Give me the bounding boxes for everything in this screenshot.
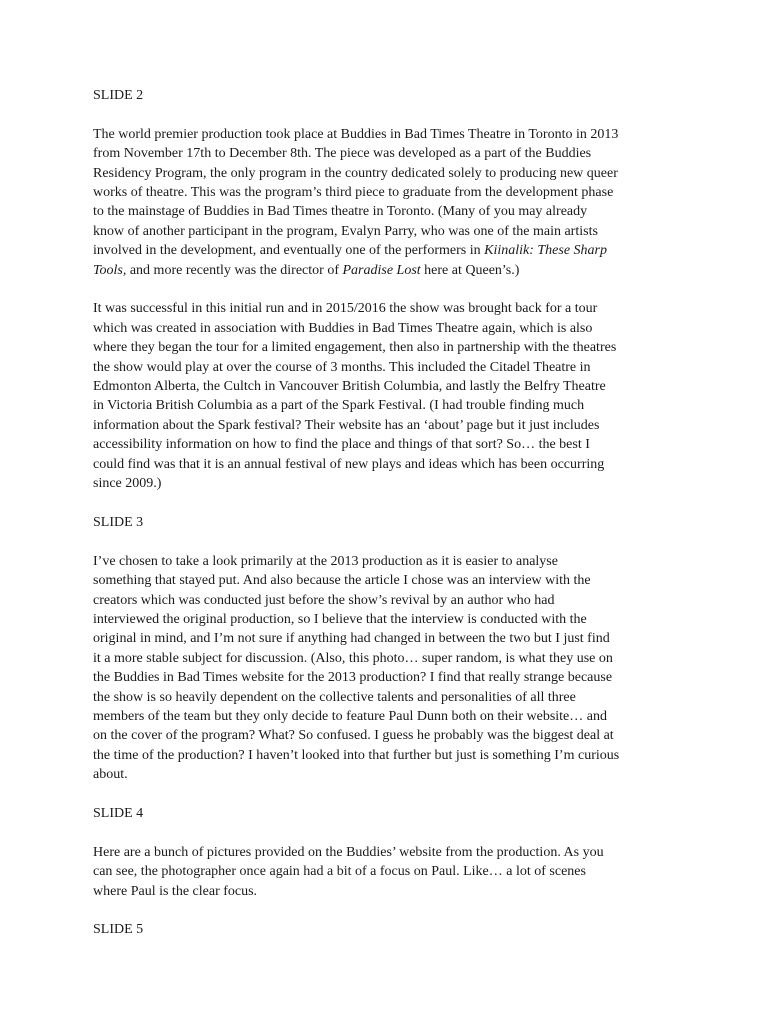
text-line: in Victoria British Columbia as a part of the Spark Festival. (I had trouble finding much	[93, 398, 585, 414]
text-line: it a more stable subject for discussion. (Also, this photo… super random, is what they use on	[93, 650, 613, 666]
text-line: Edmonton Alberta, the Cultch in Vancouver British Columbia, and lastly the Belfry Theatre	[93, 379, 606, 395]
slide-3-heading: SLIDE 3	[93, 514, 144, 530]
text-line: The world premier production took place at Buddies in Bad Times Theatre in Toronto in 2013	[93, 126, 619, 142]
slide-2-paragraph-1	[93, 125, 683, 280]
text-line: to the mainstage of Buddies in Bad Times theatre in Toronto. (Many of you may already	[93, 204, 588, 220]
italic-title: Paradise Lost	[342, 262, 421, 278]
slide-4-paragraph	[93, 843, 683, 901]
text-line: can see, the photographer once again had a bit of a focus on Paul. Like… a lot of scenes	[93, 864, 586, 880]
text-line: where Paul is the clear focus.	[93, 883, 258, 899]
slide-2-heading: SLIDE 2	[93, 88, 144, 103]
italic-title: Kiinalik: These Sharp	[484, 243, 607, 259]
text-line: which was created in association with Buddies in Bad Times Theatre again, which is also	[93, 320, 593, 336]
text-run: and more recently was the director of	[126, 262, 343, 278]
text-line: something that stayed put. And also because the article I chose was an interview with the	[93, 573, 591, 589]
text-line: know of another participant in the program, Evalyn Parry, who was one of the main artists	[93, 223, 598, 239]
slide-3-paragraph	[93, 552, 683, 785]
text-line	[93, 261, 683, 280]
text-line: since 2009.)	[93, 476, 162, 492]
text-line: the show is so heavily dependent on the collective talents and personalities of all three	[93, 689, 576, 705]
text-line: Residency Program, the only program in the country dedicated solely to producing new queer	[93, 165, 618, 181]
text-line: from November 17th to December 8th. The piece was developed as a part of the Buddies	[93, 146, 592, 162]
text-line: I’ve chosen to take a look primarily at the 2013 production as it is easier to analyse	[93, 553, 558, 569]
slide-4-heading: SLIDE 4	[93, 805, 144, 821]
text-line: Here are a bunch of pictures provided on the Buddies’ website from the production. As you	[93, 844, 604, 860]
text-line: It was successful in this initial run and in 2015/2016 the show was brought back for a tour	[93, 301, 598, 317]
text-line: on the cover of the program? What? So confused. I guess he probably was the biggest deal at	[93, 728, 614, 744]
text-run: involved in the development, and eventually one of the performers in	[93, 243, 485, 259]
document-page	[93, 86, 683, 959]
text-line: works of theatre. This was the program’s third piece to graduate from the development phase	[93, 185, 614, 201]
text-line	[93, 241, 683, 260]
text-line: could find was that it is an annual festival of new plays and ideas which has been occurring	[93, 456, 605, 472]
slide-2-paragraph-2	[93, 299, 683, 493]
text-line: accessibility information on how to find the place and things of that sort? So… the best I	[93, 437, 590, 453]
text-line: original in mind, and I’m not sure if anything had changed in between the two but I just find	[93, 631, 610, 647]
text-line: information about the Spark festival? Their website has an ‘about’ page but it just includes	[93, 417, 600, 433]
text-line: the Buddies in Bad Times website for the 2013 production? I find that really strange because	[93, 670, 613, 686]
text-line: where they began the tour for a limited engagement, then also in partnership with the theatres	[93, 340, 617, 356]
italic-title: Tools,	[93, 262, 127, 278]
text-line: interviewed the original production, so I believe that the interview is conducted with the	[93, 611, 587, 627]
text-line: the time of the production? I haven’t looked into that further but just is something I’m curious	[93, 747, 620, 763]
slide-5-heading: SLIDE 5	[93, 922, 144, 938]
text-line: about.	[93, 767, 128, 783]
text-line: creators which was conducted just before the show’s revival by an author who had	[93, 592, 555, 608]
text-line: members of the team but they only decide to feature Paul Dunn both on their website… and	[93, 708, 607, 724]
text-line: the show would play at over the course of 3 months. This included the Citadel Theatre in	[93, 359, 591, 375]
text-run: here at Queen’s.)	[420, 262, 520, 278]
